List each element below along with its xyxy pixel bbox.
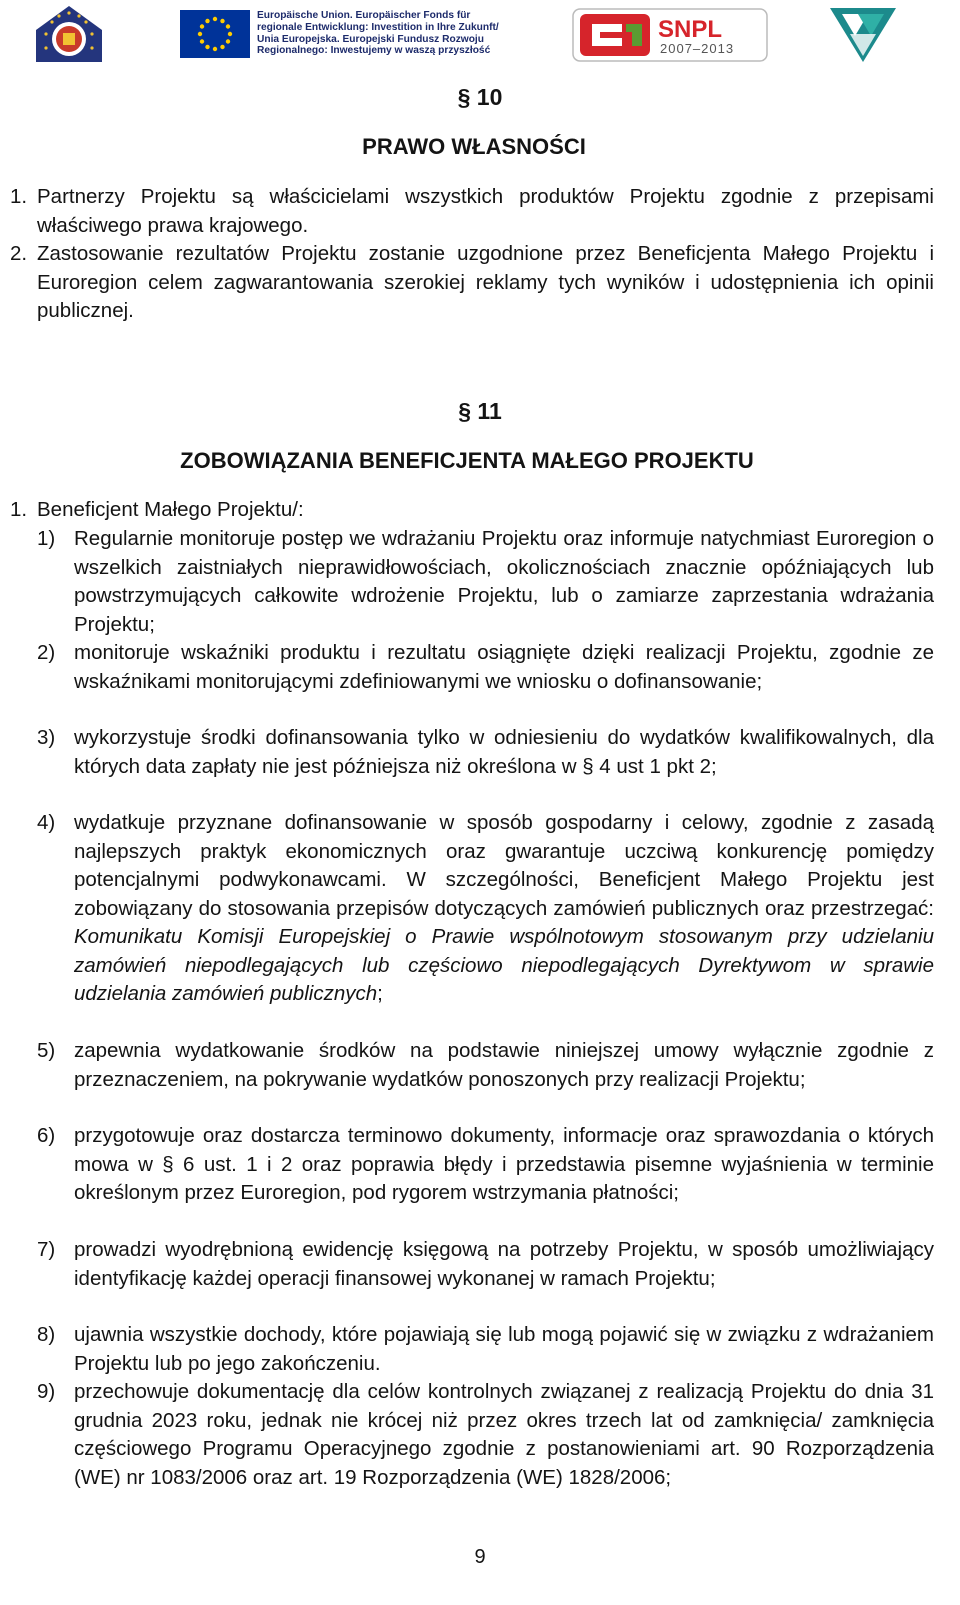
item-number: 9)	[37, 1380, 56, 1403]
eu-star	[198, 32, 202, 36]
eu-star	[205, 45, 209, 49]
list-item: Regularnie monitoruje postęp we wdrażaniu Projektu oraz informuje natychmiast Euroregion o wszelkich zaistniałych nieprawidłowościach, okolicznościach znacznie opóźniających lub powstrzymujących całkowite wdrożenie Projektu, lub o zamiarze zaprzestania wdrażania Projektu;	[74, 527, 934, 636]
intro-text: Beneficjent Małego Projektu/:	[37, 498, 304, 521]
snpl-logo-name: SNPL	[658, 16, 723, 43]
eu-caption-line: Unia Europejska. Europejski Fundusz Rozwoju	[257, 33, 484, 45]
eu-star	[200, 39, 204, 43]
page-number: 9	[474, 1546, 486, 1568]
list-item: przygotowuje oraz dostarcza terminowo dokumenty, informacje oraz sprawozdania o których mowa w § 6 ust. 1 i 2 oraz poprawia błędy i przedstawia pisemne wyjaśnienia w terminie określonym przez Euroregion, pod rygorem wstrzymania płatności;	[74, 1124, 934, 1204]
eu-caption-line: Regionalnego: Inwestujemy w waszą przyszłość	[257, 45, 491, 57]
snpl-logo	[572, 8, 768, 62]
section-11-number: § 11	[458, 398, 502, 424]
item-number: 6)	[37, 1124, 56, 1147]
eu-star	[226, 24, 230, 28]
list-item-text: wydatkuje przyznane dofinansowanie w sposób gospodarny i celowy, zgodnie z zasadą najlepszych praktyk ekonomicznych oraz gwarantuje uczciwą konkurencję pomiędzy potencjalnymi podwykonawcami. W szczególności, Beneficjent Małego Projektu jest zobowiązany do stosowania przepisów dotyczących zamówień publicznych oraz przestrzegać:	[74, 811, 934, 920]
eu-star	[205, 19, 209, 23]
item-number: 8)	[37, 1323, 56, 1346]
item-number: 1.	[10, 185, 28, 208]
eu-star	[213, 17, 217, 21]
section-10-number: § 10	[457, 84, 503, 110]
snpl-logo-years: 2007–2013	[660, 41, 735, 56]
eu-flag-logo	[180, 10, 250, 58]
item-number: 7)	[37, 1238, 56, 1261]
eu-star	[226, 39, 230, 43]
eu-star	[228, 32, 232, 36]
list-item: wykorzystuje środki dofinansowania tylko w odniesieniu do wydatków kwalifikowalnych, dla których data zapłaty nie jest późniejsza niż określona w § 4 ust 1 pkt 2;	[74, 726, 934, 778]
list-item	[74, 809, 934, 1009]
eu-star	[213, 47, 217, 51]
eu-funds-caption	[257, 10, 507, 57]
item-number: 4)	[37, 811, 56, 834]
item-number: 5)	[37, 1039, 56, 1062]
item-number: 2)	[37, 641, 56, 664]
teal-triangle-logo	[828, 4, 898, 64]
eu-star	[220, 19, 224, 23]
euroregion-house-logo	[32, 4, 106, 64]
list-item-italic: Komunikatu Komisji Europejskiej o Prawie wspólnotowym stosowanym przy udzielaniu zamówień niepodlegających lub częściowo niepodlegających Dyrektywom w sprawie udzielania zamówień publicznych	[74, 925, 934, 1005]
item-number: 2.	[10, 242, 28, 265]
item-number: 3)	[37, 726, 56, 749]
list-item: ujawnia wszystkie dochody, które pojawiają się lub mogą pojawić się w związku z wdrażaniem Projektu lub po jego zakończeniu.	[74, 1323, 934, 1375]
list-item: przechowuje dokumentację dla celów kontrolnych związanej z realizacją Projektu do dnia 31 grudnia 2023 roku, jednak nie krócej niż przez okres trzech lat od zamknięcia/ zamknięcia częściowego Programu Operacyjnego zgodnie z postanowieniami art. 90 Rozporządzenia (WE) nr 1083/2006 oraz art. 19 Rozporządzenia (WE) 1828/2006;	[74, 1380, 934, 1489]
eu-star	[220, 45, 224, 49]
list-item: monitoruje wskaźniki produktu i rezultatu osiągnięte dzięki realizacji Projektu, zgodnie ze wskaźnikami monitorującymi zdefiniowanymi we wniosku o dofinansowanie;	[74, 641, 934, 693]
list-item: zapewnia wydatkowanie środków na podstawie niniejszej umowy wyłącznie zgodnie z przeznaczeniem, na pokrywanie wydatków ponoszonych przy realizacji Projektu;	[74, 1039, 934, 1091]
eu-star	[200, 24, 204, 28]
item-number: 1)	[37, 527, 56, 550]
eu-caption-line: regionale Entwicklung: Investition in Ihre Zukunft/	[257, 21, 499, 33]
section-10-title: PRAWO WŁASNOŚCI	[362, 134, 586, 159]
section-11-title: ZOBOWIĄZANIA BENEFICJENTA MAŁEGO PROJEKTU	[180, 448, 754, 473]
list-item-tail: ;	[377, 982, 383, 1005]
intro-number: 1.	[10, 498, 28, 521]
list-item: Zastosowanie rezultatów Projektu zostanie uzgodnione przez Beneficjenta Małego Projektu i Euroregion celem zagwarantowania szerokiej reklamy tych wyników i udostępnienia ich opinii publicznej.	[37, 242, 934, 322]
eu-caption-line: Europäische Union. Europäischer Fonds für	[257, 10, 471, 21]
list-item: Partnerzy Projektu są właścicielami wszystkich produktów Projektu zgodnie z przepisami właściwego prawa krajowego.	[37, 185, 934, 237]
list-item: prowadzi wyodrębnioną ewidencję księgową na potrzeby Projektu, w sposób umożliwiający identyfikację każdej operacji finansowej wykonanej w ramach Projektu;	[74, 1238, 934, 1290]
